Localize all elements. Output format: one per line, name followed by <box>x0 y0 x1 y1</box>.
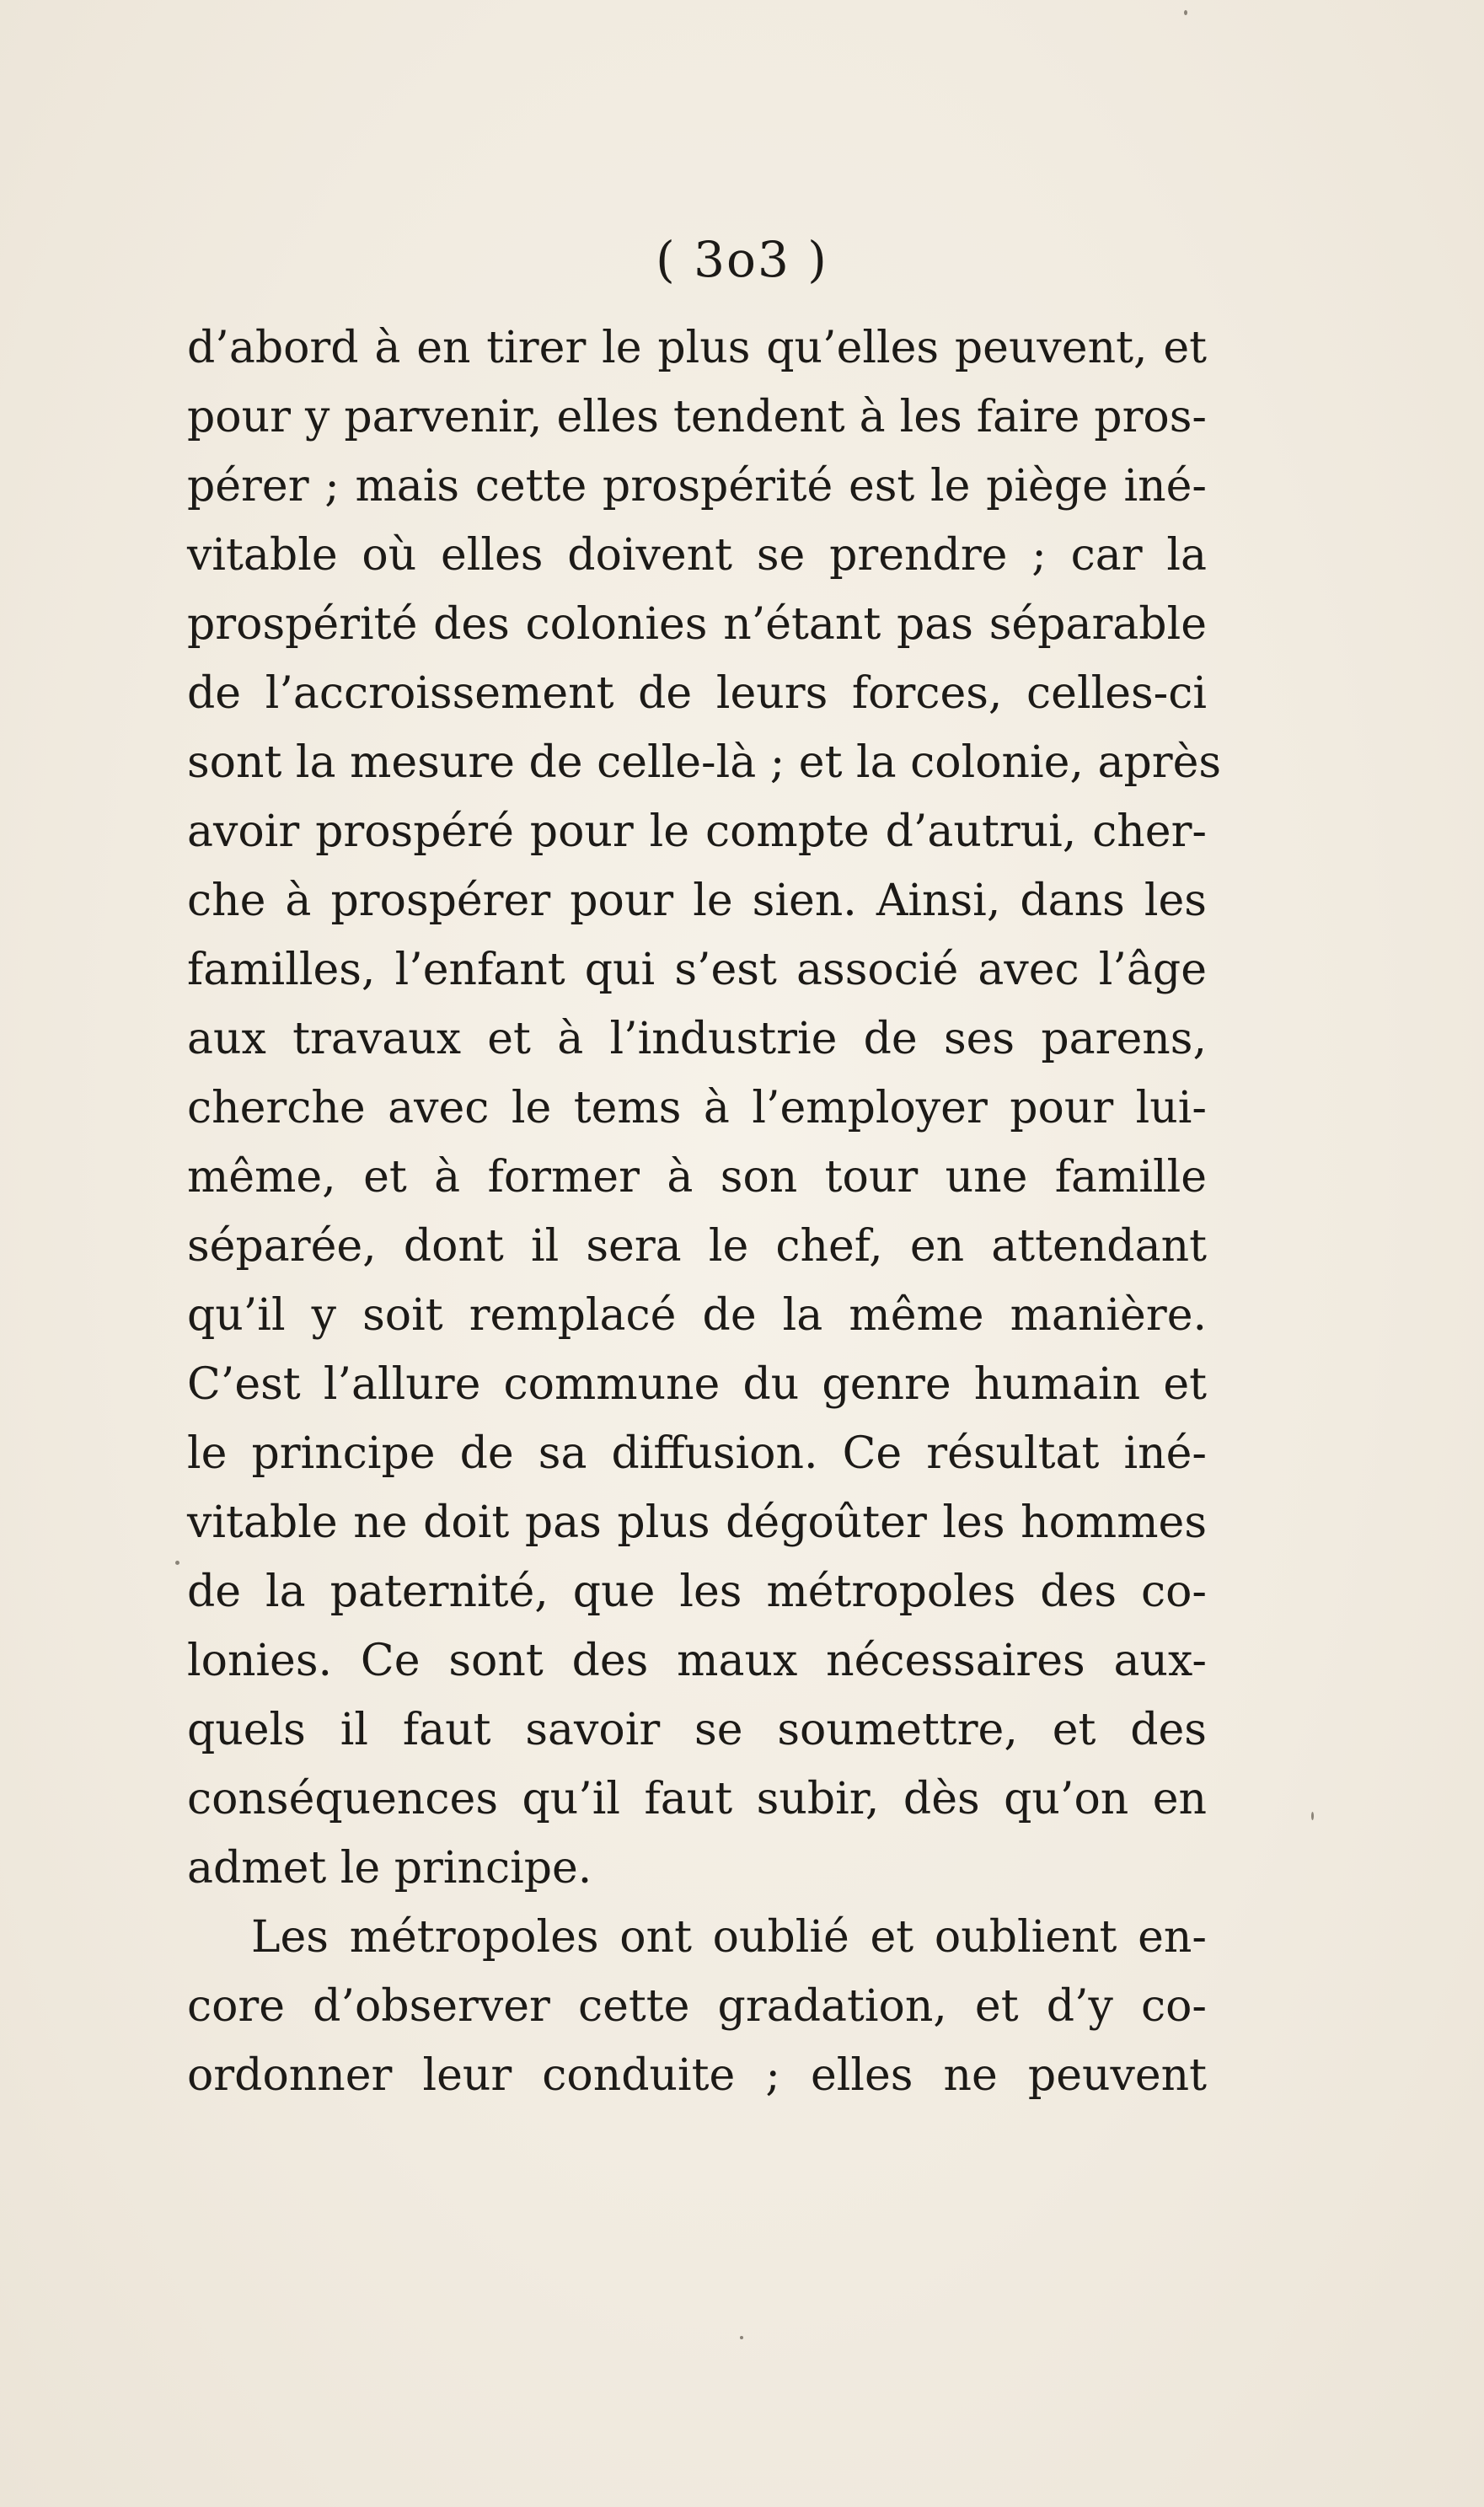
text-line: vitable ne doit pas plus dégoûter les hommes <box>187 1497 1207 1548</box>
text-line: de la paternité, que les métropoles des co- <box>187 1567 1207 1617</box>
page-number: ( 3o3 ) <box>656 231 828 288</box>
text-line: qu’il y soit remplacé de la même manière. <box>187 1290 1207 1341</box>
text-line: vitable où elles doivent se prendre ; car la <box>187 530 1207 581</box>
text-line: prospérité des colonies n’étant pas séparable <box>187 599 1207 650</box>
body-text <box>187 313 1222 2110</box>
paper-speck <box>175 1561 179 1565</box>
text-line: aux travaux et à l’industrie de ses parens, <box>187 1014 1207 1064</box>
text-line: che à prospérer pour le sien. Ainsi, dans les <box>187 876 1207 926</box>
text-line: admet le principe. <box>187 1843 592 1894</box>
paper-speck <box>1311 1812 1314 1820</box>
text-line: pérer ; mais cette prospérité est le piège iné- <box>187 461 1207 512</box>
text-line: même, et à former à son tour une famille <box>187 1152 1207 1203</box>
text-line: le principe de sa diffusion. Ce résultat iné- <box>187 1428 1207 1479</box>
text-line: C’est l’allure commune du genre humain et <box>187 1359 1207 1410</box>
text-line: avoir prospéré pour le compte d’autrui, cher- <box>187 806 1207 857</box>
text-line: core d’observer cette gradation, et d’y co- <box>187 1981 1207 2032</box>
text-line: pour y parvenir, elles tendent à les faire pros- <box>187 392 1207 442</box>
paragraph-1 <box>187 313 1222 1903</box>
text-line: conséquences qu’il faut subir, dès qu’on en <box>187 1774 1207 1824</box>
text-line: cherche avec le tems à l’employer pour lui- <box>187 1083 1207 1133</box>
text-line: séparée, dont il sera le chef, en attendant <box>187 1221 1207 1272</box>
text-line: Les métropoles ont oublié et oublient en- <box>251 1912 1207 1963</box>
paragraph-2 <box>187 1903 1207 2110</box>
paper-speck <box>1184 10 1187 15</box>
text-line: d’abord à en tirer le plus qu’elles peuvent, et <box>187 323 1207 373</box>
paper-speck <box>740 2336 743 2339</box>
text-line: quels il faut savoir se soumettre, et des <box>187 1705 1207 1755</box>
text-line: de l’accroissement de leurs forces, celles-ci <box>187 668 1207 719</box>
text-line: ordonner leur conduite ; elles ne peuvent <box>187 2050 1207 2101</box>
text-line: sont la mesure de celle-là ; et la colonie, après <box>187 737 1222 788</box>
text-line: lonies. Ce sont des maux nécessaires aux- <box>187 1636 1207 1686</box>
text-line: familles, l’enfant qui s’est associé avec l’âge <box>187 945 1207 995</box>
